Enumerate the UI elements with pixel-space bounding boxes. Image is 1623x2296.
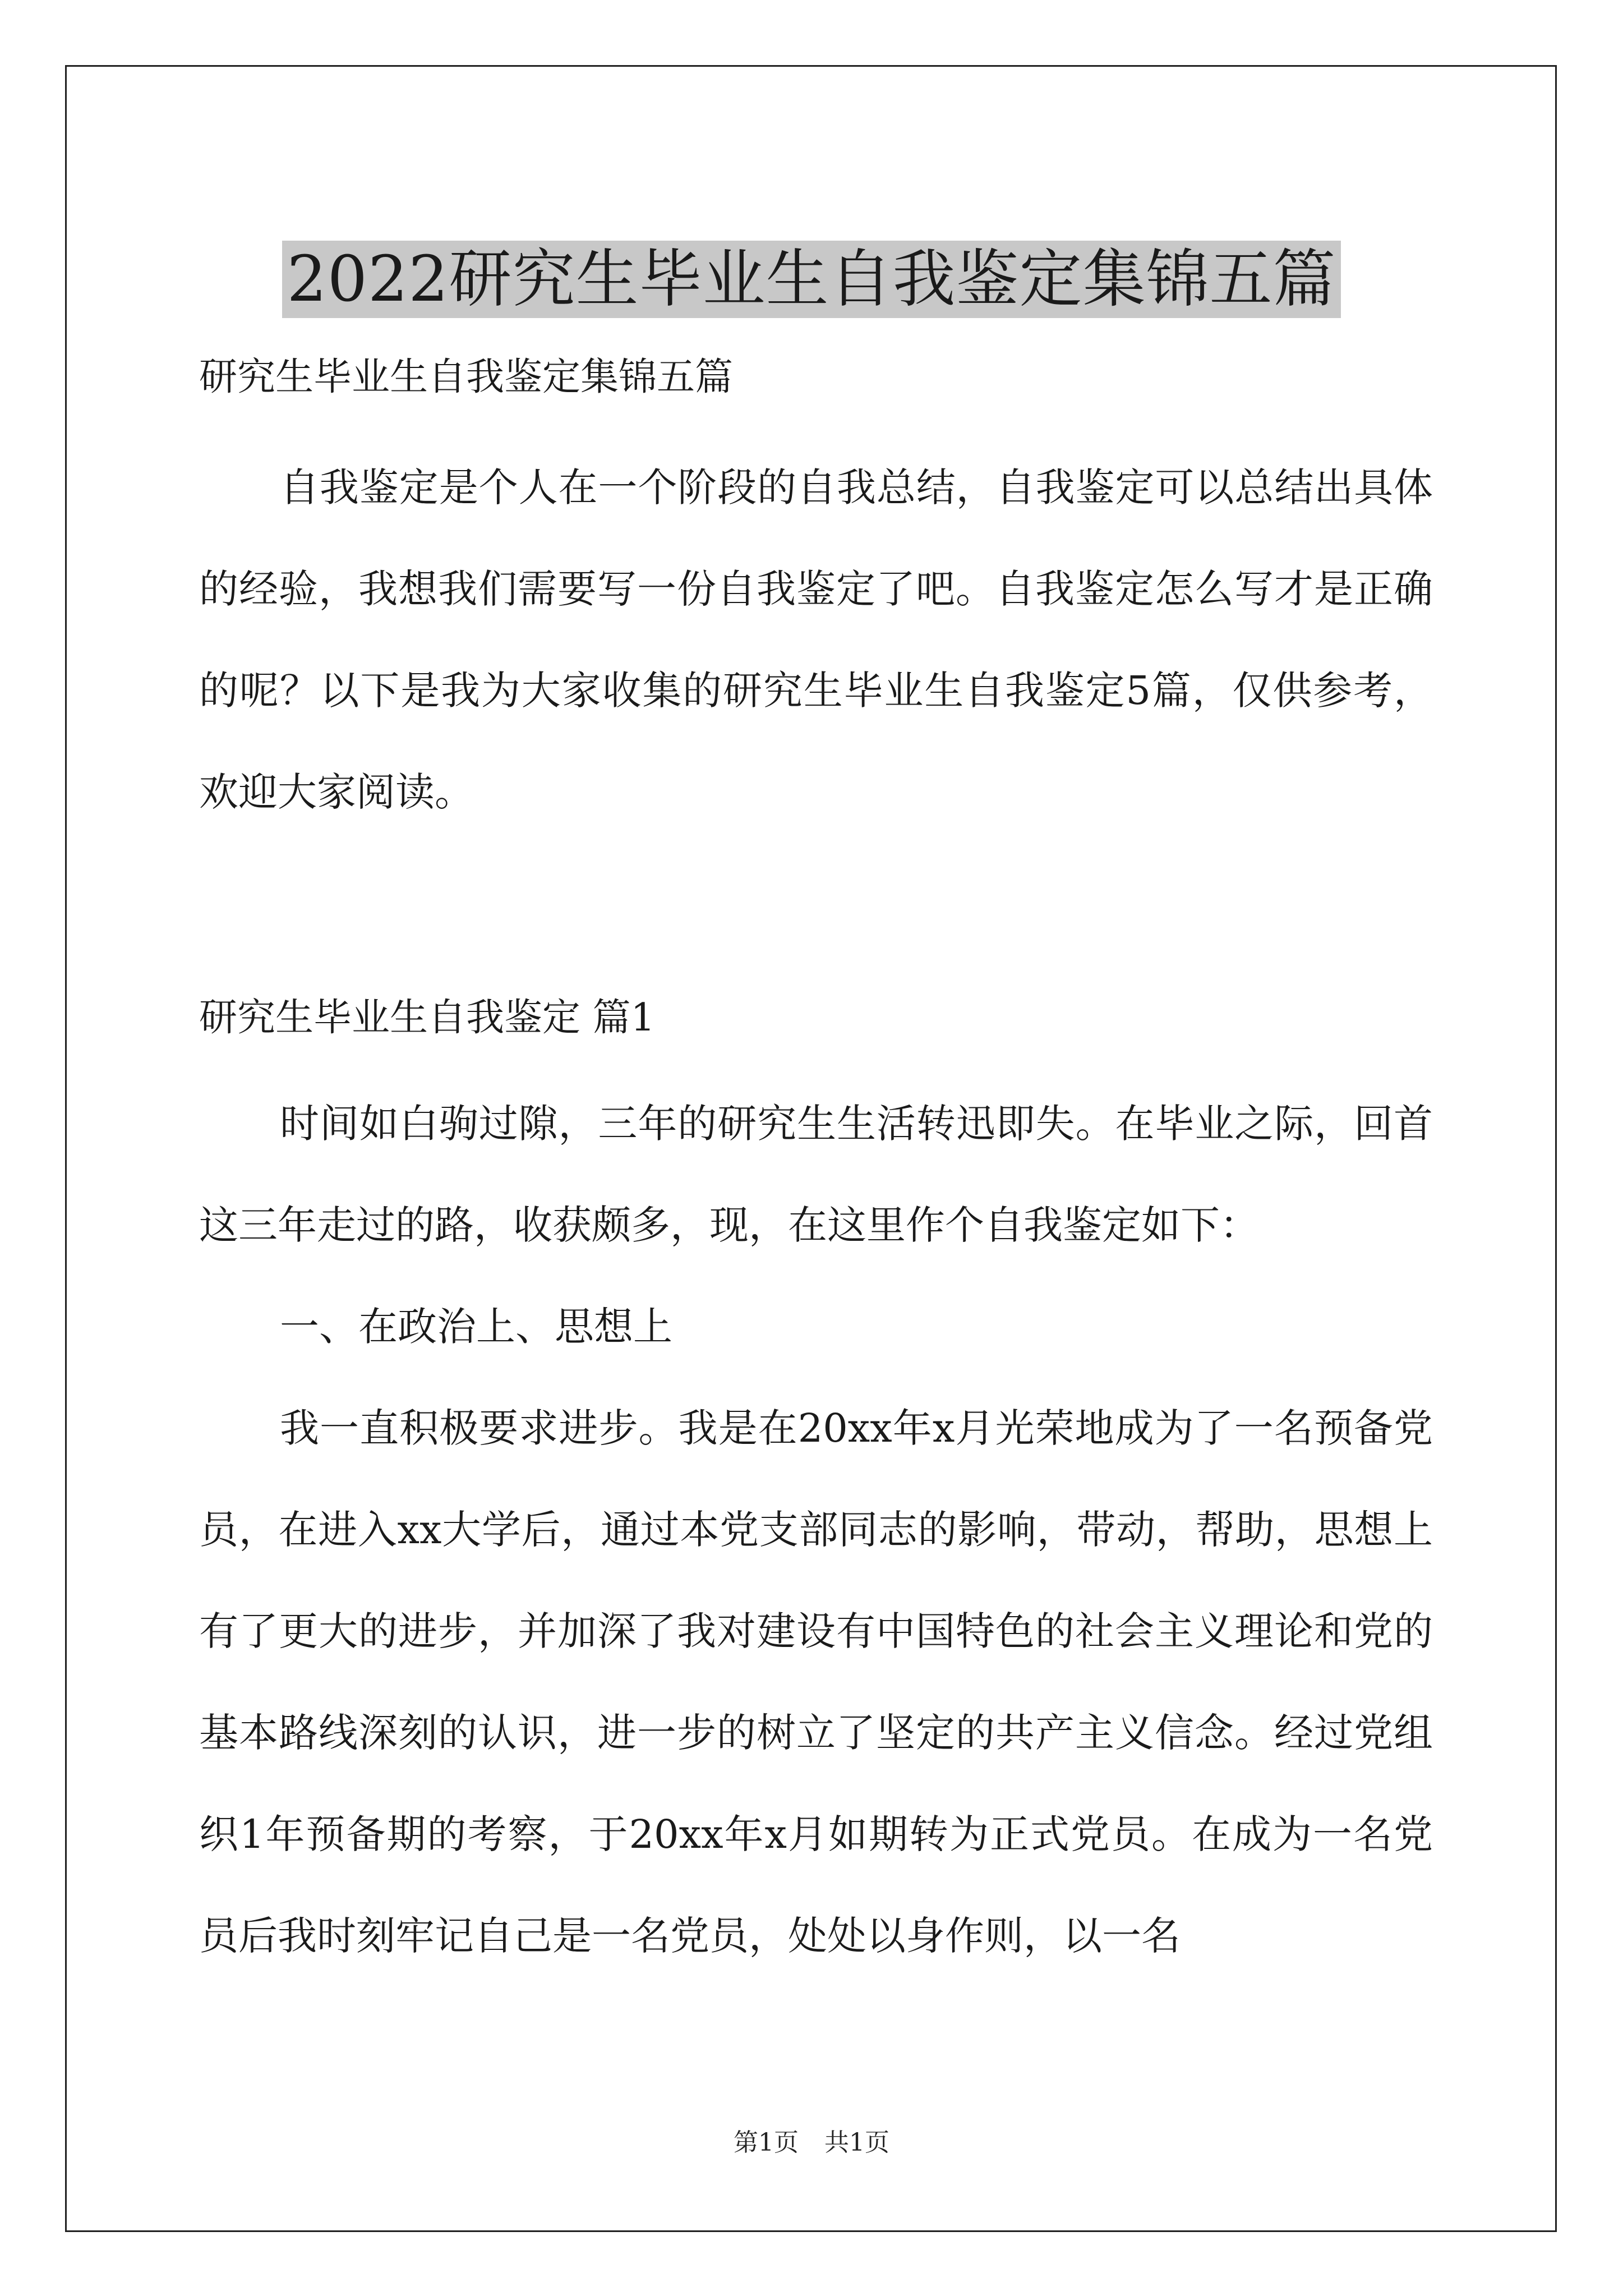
page-footer	[0, 2127, 1623, 2159]
body-paragraph: 时间如白驹过隙，三年的研究生生活转迅即失。在毕业之际，回首这三年走过的路，收获颇多，现，在这里作个自我鉴定如下：	[199, 1101, 1433, 1248]
body-paragraph: 我一直积极要求进步。我是在20xx年x月光荣地成为了一名预备党员，在进入xx大学后，通过本党支部同志的影响，带动，帮助，思想上有了更大的进步，并加深了我对建设有中国特色的社会主义理论和党的基本路线深刻的认识，进一步的树立了坚定的共产主义信念。经过党组织1年预备期的考察，于20xx年x月如期转为正式党员。在成为一名党员后我时刻牢记自己是一名党员，处处以身作则，以一名	[199, 1405, 1433, 1959]
document-subtitle: 研究生毕业生自我鉴定集锦五篇	[199, 355, 734, 399]
subsection-heading: 一、在政治上、思想上	[280, 1304, 672, 1350]
document-title: 2022研究生毕业生自我鉴定集锦五篇	[282, 241, 1340, 318]
section-heading: 研究生毕业生自我鉴定 篇1	[199, 996, 655, 1040]
page-number-total: 共1页	[824, 2128, 889, 2157]
title-container	[0, 199, 1623, 360]
intro-paragraph: 自我鉴定是个人在一个阶段的自我总结，自我鉴定可以总结出具体的经验，我想我们需要写一份自我鉴定了吧。自我鉴定怎么写才是正确的呢？以下是我为大家收集的研究生毕业生自我鉴定5篇，仅供参考，欢迎大家阅读。	[199, 464, 1433, 815]
page-number-current: 第1页	[734, 2128, 799, 2157]
